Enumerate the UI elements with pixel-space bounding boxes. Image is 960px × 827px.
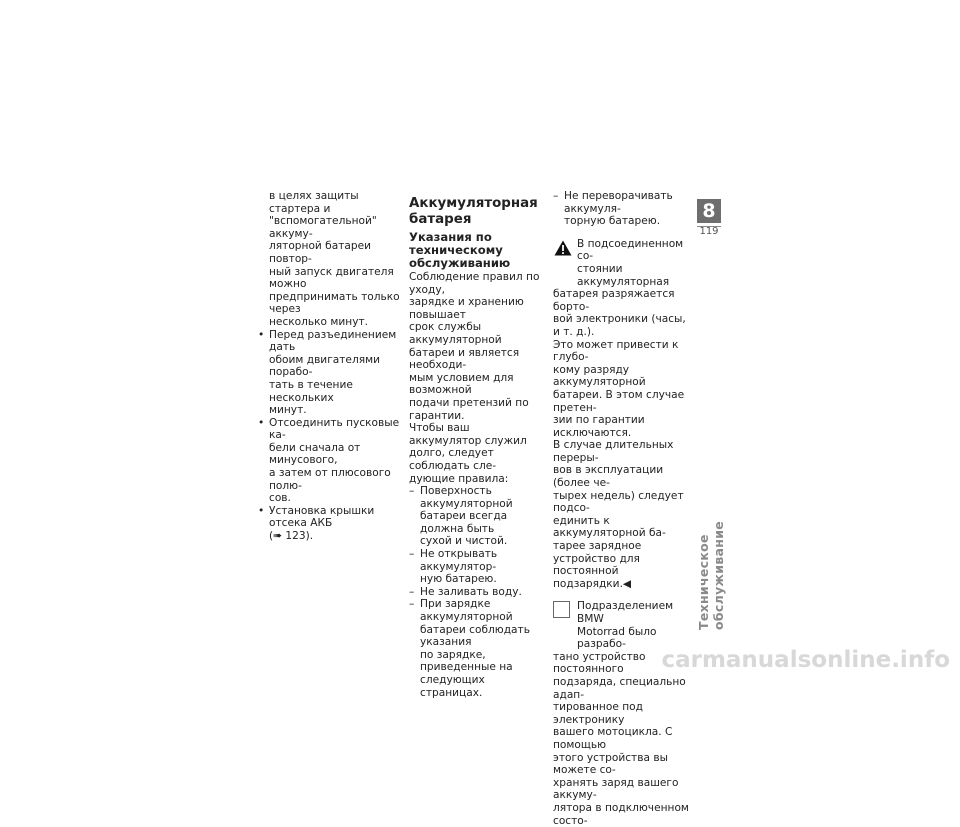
text-line: обоим двигателями порабо- [269, 353, 380, 379]
text-line: постоянной подзарядки.◀ [553, 565, 632, 590]
text-line: При зарядке аккумуляторной [420, 598, 513, 624]
text-line: зарядке и хранению повышает [409, 296, 524, 321]
heading-line: техническому [409, 243, 503, 257]
bullet-marker: • [258, 504, 265, 517]
text-line: батареи всегда должна быть [420, 510, 508, 535]
text-line: вой электроники (часы, и т. д.). [553, 313, 686, 338]
text-line: предпринимать только через [269, 290, 400, 316]
text-line: торную батарею. [564, 215, 661, 228]
warning-icon [554, 240, 572, 256]
dash-item [409, 485, 544, 548]
info-note [553, 600, 690, 827]
text-line: зии по гарантии исключаются. [553, 414, 645, 439]
text-line: этого устройства вы можете со- [553, 751, 668, 777]
text-line: тырех недель) следует подсо- [553, 489, 684, 515]
text-line: сов. [269, 492, 291, 505]
chapter-title: Техническое обслуживание [696, 520, 726, 630]
bullet-marker: • [258, 416, 265, 429]
bullet-marker: • [258, 328, 265, 341]
text-line: сухой и чистой. [420, 535, 508, 548]
text-line: ный запуск двигателя можно [269, 265, 394, 291]
text-line: лятора в подключенном состо- [553, 801, 689, 827]
text-line: кому разряду аккумуляторной [553, 363, 646, 389]
text-line: "вспомогательной" аккуму- [269, 215, 377, 240]
text-line: тированное под электронику [553, 701, 643, 726]
heading-line: обслуживанию [409, 256, 511, 270]
text-line: подачи претензий по гарантии. [409, 396, 529, 422]
text-line: минут. [269, 404, 307, 417]
text-line: Поверхность аккумуляторной [420, 485, 513, 510]
dash-marker: – [409, 598, 415, 611]
text-line: хранять заряд вашего аккуму- [553, 776, 679, 802]
dash-item [409, 586, 544, 599]
heading-line: Аккумуляторная [409, 196, 538, 211]
text-line: Не переворачивать аккумуля- [564, 190, 673, 215]
text-line: батареи и является необходи- [409, 346, 520, 372]
dash-item [409, 548, 544, 586]
text-line: стоянии аккумуляторная [577, 262, 670, 288]
text-line: Перед разъединением дать [269, 328, 397, 354]
subsection-heading [409, 231, 544, 270]
text-line: срок службы аккумуляторной [409, 321, 502, 346]
text-line: тать в течение нескольких [269, 378, 353, 404]
body-paragraph [409, 271, 544, 485]
text-line: Motorrad было разрабо- [577, 625, 657, 651]
chapter-tab: 8 [697, 199, 721, 223]
column-2 [409, 190, 544, 699]
text-line: вов в эксплуатации (более че- [553, 464, 664, 490]
text-line: Соблюдение правил по уходу, [409, 271, 540, 296]
dash-item [553, 190, 690, 228]
intro-paragraph [258, 190, 400, 329]
text-line: долго, следует соблюдать сле- [409, 447, 497, 472]
page-number: 119 [699, 226, 719, 237]
text-line: бели сначала от минусового, [269, 441, 361, 467]
dash-marker: – [409, 585, 415, 598]
text-line: В случае длительных переры- [553, 439, 674, 464]
text-line: дующие правила: [409, 472, 509, 485]
page-reference[interactable]: (➠ 123). [269, 530, 314, 543]
bullet-item [258, 505, 400, 543]
text-line: по зарядке, приведенные на [420, 648, 513, 674]
warning-note [553, 238, 690, 591]
text-line: Не открывать аккумулятор- [420, 548, 498, 573]
text-line: подзаряда, специально адап- [553, 675, 686, 701]
text-line: Это может привести к глубо- [553, 338, 679, 364]
text-line: батареи. В этом случае претен- [553, 388, 685, 414]
text-line: а затем от плюсового полю- [269, 467, 391, 492]
text-line: мым условием для возможной [409, 371, 514, 397]
text-line: в целях защиты стартера и [269, 190, 359, 215]
text-line: Установка крышки отсека АКБ [269, 504, 375, 530]
heading-line: Указания по [409, 230, 492, 244]
text-line: несколько минут. [269, 315, 369, 328]
dash-marker: – [553, 190, 559, 202]
watermark: carmanualsonline.info [661, 647, 950, 673]
info-icon [553, 601, 570, 618]
text-line: Чтобы ваш аккумулятор служил [409, 422, 527, 447]
text-line: Отсоединить пусковые ка- [269, 416, 400, 442]
bullet-item [258, 417, 400, 505]
text-line: тарее зарядное устройство для [553, 540, 642, 565]
heading-line: батарея [409, 211, 472, 227]
column-3 [553, 190, 690, 827]
dash-item [409, 598, 544, 699]
text-line: тано устройство постоянного [553, 650, 646, 676]
text-line: В подсоединенном со- [577, 237, 684, 263]
column-1 [258, 190, 400, 543]
text-line: ную батарею. [420, 573, 497, 586]
text-line: батареи соблюдать указания [420, 623, 530, 649]
dash-marker: – [409, 485, 415, 498]
text-line: Подразделением BMW [577, 600, 674, 625]
text-line: единить к аккумуляторной ба- [553, 514, 666, 540]
section-heading [409, 196, 544, 227]
text-line: батарея разряжается борто- [553, 288, 675, 313]
text-line: ляторной батареи повтор- [269, 240, 371, 265]
text-line: Не заливать воду. [420, 585, 522, 598]
text-line: вашего мотоцикла. С помощью [553, 726, 673, 751]
text-line: следующих страницах. [420, 674, 485, 699]
bullet-item [258, 329, 400, 417]
dash-marker: – [409, 548, 415, 561]
